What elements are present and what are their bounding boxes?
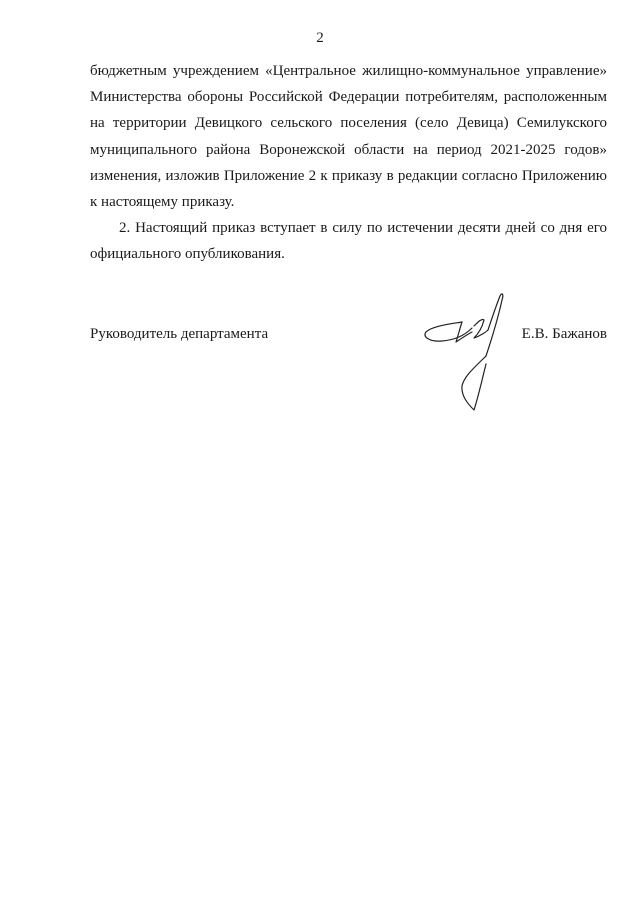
- handwritten-signature-icon: [422, 288, 514, 412]
- signer-title: Руководитель департамента: [90, 326, 269, 342]
- paragraph-line: муниципального района Воронежской области на период 2021-2025 годов»: [90, 141, 607, 158]
- paragraph-line: бюджетным учреждением «Центральное жилищно-коммунальное управление»: [90, 63, 607, 79]
- signer-name: Е.В. Бажанов: [521, 326, 607, 342]
- paragraph-line: официального опубликования.: [90, 246, 285, 263]
- paragraph-1: [90, 58, 607, 215]
- paragraph-line: 2. Настоящий приказ вступает в силу по истечении десяти дней со дня его: [119, 220, 607, 237]
- signature-block: [90, 322, 607, 346]
- paragraph-2: [90, 215, 607, 267]
- paragraph-line: изменения, изложив Приложение 2 к приказу в редакции согласно Приложению: [90, 167, 607, 184]
- document-body: [90, 58, 607, 268]
- page-number: 2: [316, 30, 324, 46]
- paragraph-line: Министерства обороны Российской Федерации потребителям, расположенным: [90, 89, 607, 106]
- paragraph-line: к настоящему приказу.: [90, 194, 235, 211]
- paragraph-line: на территории Девицкого сельского поселения (село Девица) Семилукского: [90, 115, 607, 132]
